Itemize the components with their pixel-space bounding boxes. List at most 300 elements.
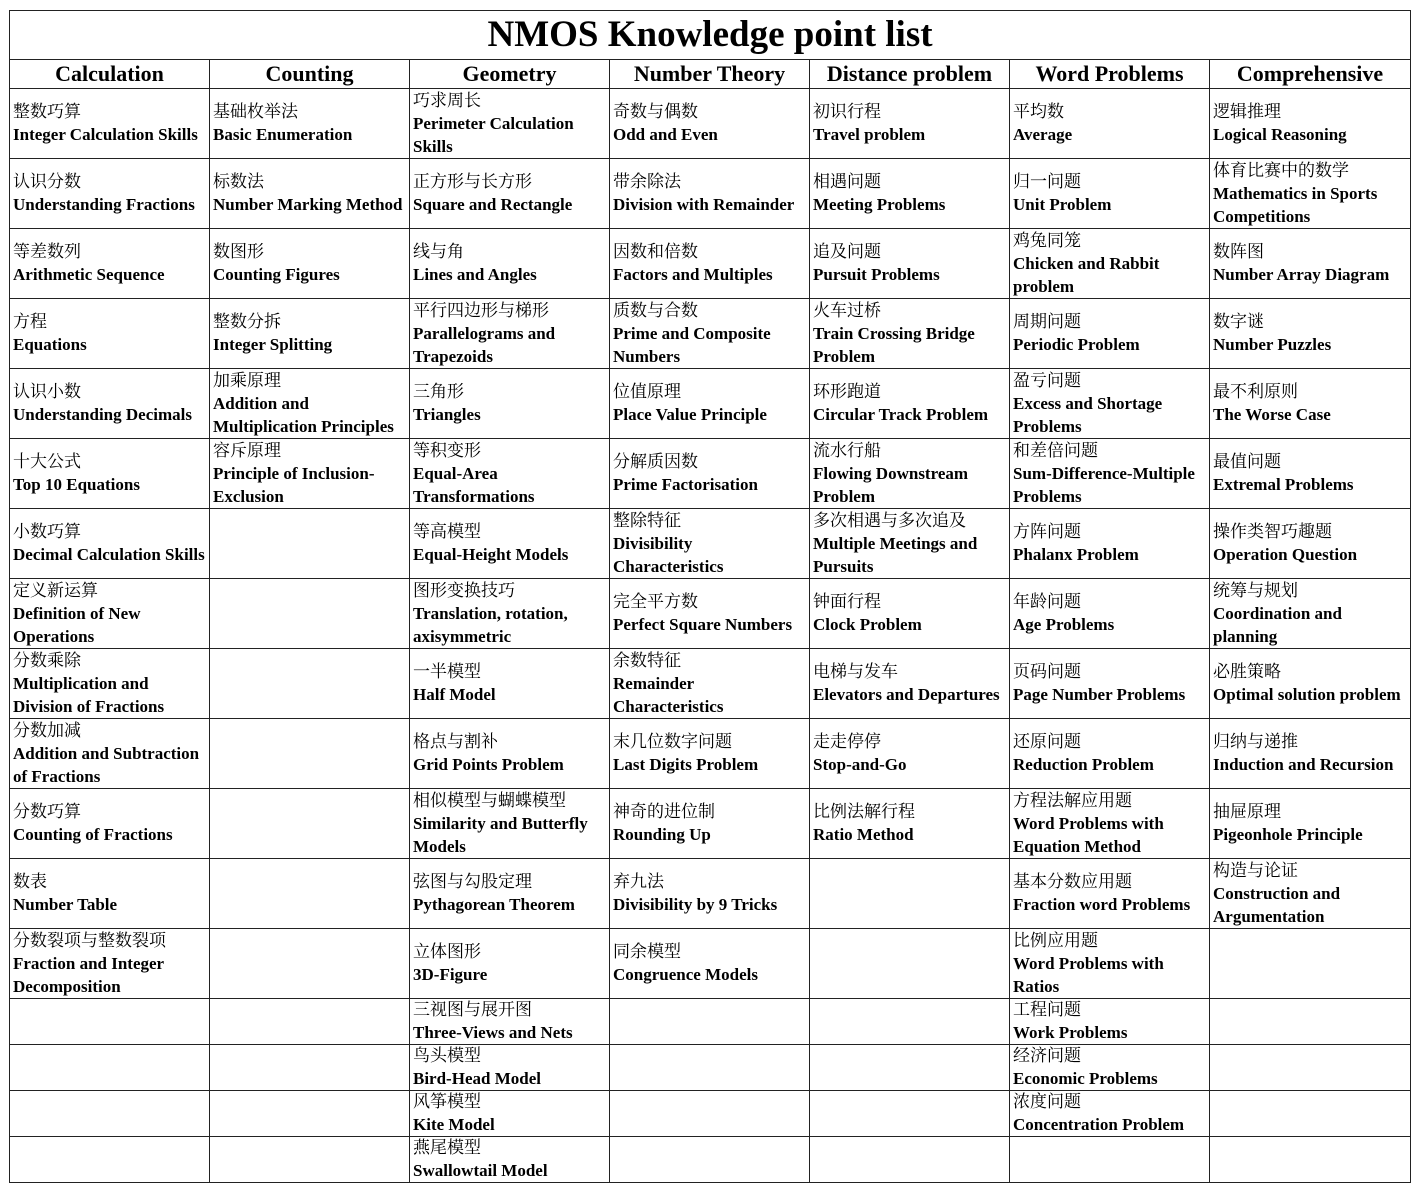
topic-english-label: Integer Calculation Skills — [13, 125, 198, 144]
table-cell-calculation — [10, 789, 210, 859]
table-cell-calculation — [10, 1137, 210, 1183]
table-cell-geometry — [410, 89, 610, 159]
topic-chinese-label: 位值原理 — [613, 382, 681, 402]
topic-chinese-label: 带余除法 — [613, 172, 681, 192]
topic-english-label: Addition and Subtraction of Fractions — [13, 743, 200, 786]
topic-english-label: Congruence Models — [613, 965, 758, 984]
topic-english-label: Similarity and Butterfly Models — [413, 813, 588, 856]
table-cell-word-problems — [1010, 1045, 1210, 1091]
topic-chinese-label: 必胜策略 — [1213, 662, 1281, 682]
column-header-comprehensive: Comprehensive — [1210, 60, 1411, 89]
column-header-word-problems: Word Problems — [1010, 60, 1210, 89]
topic-english-label: Equations — [13, 335, 87, 354]
topic-chinese-label: 等差数列 — [13, 242, 81, 262]
table-cell-comprehensive — [1210, 159, 1411, 229]
table-cell-number-theory — [610, 1045, 810, 1091]
table-cell-counting — [210, 1045, 410, 1091]
topic-chinese-label: 归一问题 — [1013, 172, 1081, 192]
table-row — [10, 719, 1411, 789]
table-cell-calculation — [10, 1091, 210, 1137]
table-row — [10, 789, 1411, 859]
topic-chinese-label: 标数法 — [213, 172, 264, 192]
table-cell-comprehensive — [1210, 89, 1411, 159]
topic-english-label: Optimal solution problem — [1213, 685, 1401, 704]
table-cell-comprehensive — [1210, 649, 1411, 719]
table-cell-word-problems — [1010, 1137, 1210, 1183]
topic-chinese-label: 鸡兔同笼 — [1013, 230, 1081, 251]
topic-english-label: Unit Problem — [1013, 195, 1112, 214]
topic-english-label: Concentration Problem — [1013, 1115, 1185, 1134]
topic-chinese-label: 还原问题 — [1013, 732, 1081, 752]
topic-chinese-label: 十大公式 — [13, 452, 81, 472]
topic-english-label: Triangles — [413, 405, 481, 424]
topic-english-label: Clock Problem — [813, 615, 922, 634]
topic-chinese-label: 逻辑推理 — [1213, 102, 1281, 122]
topic-english-label: Fraction and Integer Decomposition — [13, 953, 164, 996]
table-cell-counting — [210, 649, 410, 719]
table-cell-word-problems — [1010, 929, 1210, 999]
topic-chinese-label: 操作类智巧趣题 — [1213, 522, 1332, 542]
column-header-geometry: Geometry — [410, 60, 610, 89]
topic-english-label: Reduction Problem — [1013, 755, 1154, 774]
table-cell-counting — [210, 159, 410, 229]
topic-english-label: Word Problems with Equation Method — [1013, 813, 1164, 856]
table-cell-comprehensive — [1210, 929, 1411, 999]
table-cell-distance-problem — [810, 229, 1010, 299]
topic-chinese-label: 整数巧算 — [13, 102, 81, 122]
topic-english-label: Definition of New Operations — [13, 603, 141, 646]
topic-english-label: Train Crossing Bridge Problem — [813, 323, 975, 366]
table-cell-number-theory — [610, 649, 810, 719]
table-cell-counting — [210, 579, 410, 649]
topic-english-label: Prime and Composite Numbers — [613, 323, 771, 366]
table-cell-distance-problem — [810, 999, 1010, 1045]
table-cell-distance-problem — [810, 1045, 1010, 1091]
knowledge-sheet — [9, 10, 1410, 1183]
table-cell-number-theory — [610, 579, 810, 649]
topic-chinese-label: 神奇的进位制 — [613, 802, 715, 822]
topic-english-label: Arithmetic Sequence — [13, 265, 165, 284]
table-cell-calculation — [10, 369, 210, 439]
topic-chinese-label: 分解质因数 — [613, 452, 698, 472]
page-title: NMOS Knowledge point list — [10, 11, 1411, 60]
topic-chinese-label: 线与角 — [413, 242, 464, 262]
topic-chinese-label: 页码问题 — [1013, 662, 1081, 682]
topic-english-label: Perimeter Calculation Skills — [413, 113, 574, 156]
table-cell-calculation — [10, 579, 210, 649]
table-cell-calculation — [10, 719, 210, 789]
topic-chinese-label: 三角形 — [413, 382, 464, 402]
topic-chinese-label: 方程 — [13, 312, 47, 332]
topic-chinese-label: 比例法解行程 — [813, 802, 915, 822]
table-row — [10, 89, 1411, 159]
topic-chinese-label: 盈亏问题 — [1013, 370, 1081, 391]
table-cell-number-theory — [610, 929, 810, 999]
table-cell-counting — [210, 999, 410, 1045]
topic-chinese-label: 小数巧算 — [13, 522, 81, 542]
topic-chinese-label: 风筝模型 — [413, 1092, 481, 1112]
topic-english-label: Elevators and Departures — [813, 685, 1000, 704]
topic-chinese-label: 定义新运算 — [13, 580, 98, 601]
topic-english-label: Number Array Diagram — [1213, 265, 1390, 284]
table-cell-counting — [210, 299, 410, 369]
topic-english-label: Counting of Fractions — [13, 825, 173, 844]
topic-english-label: Construction and Argumentation — [1213, 883, 1341, 926]
topic-english-label: Factors and Multiples — [613, 265, 773, 284]
table-cell-geometry — [410, 1045, 610, 1091]
table-cell-number-theory — [610, 89, 810, 159]
table-cell-geometry — [410, 579, 610, 649]
topic-chinese-label: 最值问题 — [1213, 452, 1281, 472]
topic-chinese-label: 数字谜 — [1213, 312, 1264, 332]
table-cell-comprehensive — [1210, 1091, 1411, 1137]
table-cell-word-problems — [1010, 719, 1210, 789]
table-cell-word-problems — [1010, 859, 1210, 929]
topic-english-label: Excess and Shortage Problems — [1013, 393, 1163, 436]
topic-chinese-label: 立体图形 — [413, 942, 481, 962]
topic-english-label: Translation, rotation, axisymmetric — [413, 603, 568, 646]
topic-english-label: Pythagorean Theorem — [413, 895, 575, 914]
topic-chinese-label: 相似模型与蝴蝶模型 — [413, 790, 566, 811]
topic-chinese-label: 年龄问题 — [1013, 592, 1081, 612]
topic-english-label: Page Number Problems — [1013, 685, 1186, 704]
topic-chinese-label: 体育比赛中的数学 — [1213, 160, 1349, 181]
topic-english-label: Phalanx Problem — [1013, 545, 1139, 564]
topic-english-label: Understanding Fractions — [13, 195, 195, 214]
table-row — [10, 1045, 1411, 1091]
knowledge-table — [9, 10, 1411, 1183]
topic-english-label: Operation Question — [1213, 545, 1358, 564]
table-cell-word-problems — [1010, 229, 1210, 299]
topic-english-label: 3D-Figure — [413, 965, 488, 984]
table-cell-distance-problem — [810, 859, 1010, 929]
table-cell-number-theory — [610, 159, 810, 229]
topic-english-label: Flowing Downstream Problem — [813, 463, 969, 506]
topic-english-label: Integer Splitting — [213, 335, 333, 354]
table-cell-comprehensive — [1210, 229, 1411, 299]
table-cell-word-problems — [1010, 89, 1210, 159]
topic-english-label: Grid Points Problem — [413, 755, 564, 774]
topic-chinese-label: 燕尾模型 — [413, 1138, 481, 1158]
table-cell-word-problems — [1010, 1091, 1210, 1137]
topic-english-label: Place Value Principle — [613, 405, 767, 424]
table-cell-counting — [210, 929, 410, 999]
topic-chinese-label: 流水行船 — [813, 440, 881, 461]
topic-chinese-label: 因数和倍数 — [613, 242, 698, 262]
column-header-counting: Counting — [210, 60, 410, 89]
topic-english-label: Number Table — [13, 895, 118, 914]
topic-chinese-label: 电梯与发车 — [813, 662, 898, 682]
topic-chinese-label: 等积变形 — [413, 440, 481, 461]
topic-chinese-label: 初识行程 — [813, 102, 881, 122]
table-cell-distance-problem — [810, 649, 1010, 719]
table-cell-distance-problem — [810, 299, 1010, 369]
table-cell-comprehensive — [1210, 509, 1411, 579]
table-cell-geometry — [410, 1137, 610, 1183]
topic-chinese-label: 弃九法 — [613, 872, 664, 892]
table-cell-word-problems — [1010, 579, 1210, 649]
topic-english-label: Work Problems — [1013, 1023, 1128, 1042]
topic-chinese-label: 鸟头模型 — [413, 1046, 481, 1066]
topic-english-label: Meeting Problems — [813, 195, 946, 214]
table-cell-distance-problem — [810, 439, 1010, 509]
table-cell-distance-problem — [810, 1137, 1010, 1183]
topic-chinese-label: 方阵问题 — [1013, 522, 1081, 542]
table-cell-calculation — [10, 159, 210, 229]
table-row — [10, 159, 1411, 229]
topic-english-label: Age Problems — [1013, 615, 1115, 634]
topic-english-label: Periodic Problem — [1013, 335, 1140, 354]
column-header-distance-problem: Distance problem — [810, 60, 1010, 89]
topic-chinese-label: 末几位数字问题 — [613, 732, 732, 752]
topic-english-label: Sum-Difference-Multiple Problems — [1013, 463, 1195, 506]
table-cell-comprehensive — [1210, 579, 1411, 649]
table-cell-geometry — [410, 299, 610, 369]
topic-chinese-label: 比例应用题 — [1013, 930, 1098, 951]
table-cell-word-problems — [1010, 439, 1210, 509]
topic-chinese-label: 分数巧算 — [13, 802, 81, 822]
topic-english-label: Pursuit Problems — [813, 265, 940, 284]
table-row — [10, 1091, 1411, 1137]
topic-chinese-label: 基本分数应用题 — [1013, 872, 1132, 892]
table-cell-geometry — [410, 439, 610, 509]
table-cell-number-theory — [610, 439, 810, 509]
table-cell-comprehensive — [1210, 299, 1411, 369]
table-cell-calculation — [10, 859, 210, 929]
table-cell-calculation — [10, 929, 210, 999]
table-cell-distance-problem — [810, 719, 1010, 789]
table-row — [10, 579, 1411, 649]
table-cell-counting — [210, 369, 410, 439]
table-cell-comprehensive — [1210, 719, 1411, 789]
table-cell-word-problems — [1010, 649, 1210, 719]
topic-chinese-label: 平行四边形与梯形 — [413, 300, 549, 321]
topic-chinese-label: 等高模型 — [413, 522, 481, 542]
table-row — [10, 299, 1411, 369]
topic-chinese-label: 容斥原理 — [213, 440, 281, 461]
table-cell-geometry — [410, 999, 610, 1045]
table-row — [10, 649, 1411, 719]
table-cell-distance-problem — [810, 159, 1010, 229]
topic-english-label: Divisibility by 9 Tricks — [613, 895, 778, 914]
topic-english-label: Top 10 Equations — [13, 475, 140, 494]
table-cell-geometry — [410, 369, 610, 439]
table-row — [10, 439, 1411, 509]
table-cell-distance-problem — [810, 509, 1010, 579]
table-cell-calculation — [10, 1045, 210, 1091]
topic-chinese-label: 同余模型 — [613, 942, 681, 962]
table-cell-calculation — [10, 439, 210, 509]
table-cell-geometry — [410, 509, 610, 579]
table-cell-number-theory — [610, 1137, 810, 1183]
topic-chinese-label: 抽屉原理 — [1213, 802, 1281, 822]
topic-chinese-label: 认识分数 — [13, 172, 81, 192]
topic-english-label: Bird-Head Model — [413, 1069, 541, 1088]
topic-chinese-label: 平均数 — [1013, 102, 1064, 122]
topic-english-label: Lines and Angles — [413, 265, 537, 284]
topic-chinese-label: 一半模型 — [413, 662, 481, 682]
table-cell-counting — [210, 789, 410, 859]
column-header-number-theory: Number Theory — [610, 60, 810, 89]
topic-chinese-label: 整除特征 — [613, 510, 681, 531]
topic-english-label: Counting Figures — [213, 265, 340, 284]
topic-english-label: The Worse Case — [1213, 405, 1331, 424]
topic-chinese-label: 加乘原理 — [213, 370, 281, 391]
table-cell-geometry — [410, 159, 610, 229]
table-cell-distance-problem — [810, 789, 1010, 859]
topic-english-label: Ratio Method — [813, 825, 914, 844]
table-cell-counting — [210, 1091, 410, 1137]
table-cell-counting — [210, 439, 410, 509]
topic-english-label: Divisibility Characteristics — [613, 533, 724, 576]
topic-english-label: Economic Problems — [1013, 1069, 1158, 1088]
table-row — [10, 369, 1411, 439]
table-cell-calculation — [10, 299, 210, 369]
table-cell-number-theory — [610, 229, 810, 299]
topic-chinese-label: 奇数与偶数 — [613, 102, 698, 122]
topic-english-label: Multiple Meetings and Pursuits — [813, 533, 978, 576]
table-cell-calculation — [10, 229, 210, 299]
topic-chinese-label: 周期问题 — [1013, 312, 1081, 332]
table-cell-comprehensive — [1210, 999, 1411, 1045]
topic-english-label: Basic Enumeration — [213, 125, 353, 144]
topic-english-label: Induction and Recursion — [1213, 755, 1394, 774]
table-row — [10, 929, 1411, 999]
topic-english-label: Coordination and planning — [1213, 603, 1342, 646]
table-cell-word-problems — [1010, 509, 1210, 579]
column-header-calculation: Calculation — [10, 60, 210, 89]
table-cell-distance-problem — [810, 1091, 1010, 1137]
topic-english-label: Travel problem — [813, 125, 926, 144]
table-cell-number-theory — [610, 859, 810, 929]
topic-chinese-label: 整数分拆 — [213, 312, 281, 332]
topic-english-label: Number Marking Method — [213, 195, 403, 214]
topic-chinese-label: 分数乘除 — [13, 650, 81, 671]
topic-english-label: Fraction word Problems — [1013, 895, 1191, 914]
table-cell-word-problems — [1010, 159, 1210, 229]
topic-chinese-label: 方程法解应用题 — [1013, 790, 1132, 811]
topic-chinese-label: 最不利原则 — [1213, 382, 1298, 402]
topic-english-label: Prime Factorisation — [613, 475, 758, 494]
table-cell-calculation — [10, 649, 210, 719]
topic-chinese-label: 和差倍问题 — [1013, 440, 1098, 461]
table-row — [10, 1137, 1411, 1183]
table-cell-word-problems — [1010, 999, 1210, 1045]
table-cell-word-problems — [1010, 789, 1210, 859]
topic-english-label: Multiplication and Division of Fractions — [13, 673, 165, 716]
topic-english-label: Chicken and Rabbit problem — [1013, 253, 1160, 296]
topic-chinese-label: 钟面行程 — [813, 592, 881, 612]
table-row — [10, 229, 1411, 299]
topic-english-label: Mathematics in Sports Competitions — [1213, 183, 1378, 226]
topic-chinese-label: 构造与论证 — [1213, 860, 1298, 881]
table-row — [10, 509, 1411, 579]
topic-english-label: Word Problems with Ratios — [1013, 953, 1164, 996]
table-cell-comprehensive — [1210, 1045, 1411, 1091]
topic-english-label: Principle of Inclusion-Exclusion — [213, 463, 375, 506]
table-row — [10, 859, 1411, 929]
topic-chinese-label: 认识小数 — [13, 382, 81, 402]
topic-english-label: Last Digits Problem — [613, 755, 759, 774]
topic-english-label: Kite Model — [413, 1115, 495, 1134]
table-cell-distance-problem — [810, 369, 1010, 439]
table-cell-number-theory — [610, 369, 810, 439]
topic-english-label: Decimal Calculation Skills — [13, 545, 205, 564]
topic-chinese-label: 数阵图 — [1213, 242, 1264, 262]
topic-chinese-label: 追及问题 — [813, 242, 881, 262]
table-cell-number-theory — [610, 789, 810, 859]
topic-english-label: Stop-and-Go — [813, 755, 907, 774]
topic-chinese-label: 数表 — [13, 872, 47, 892]
topic-chinese-label: 工程问题 — [1013, 1000, 1081, 1020]
topic-english-label: Addition and Multiplication Principles — [213, 393, 394, 436]
topic-chinese-label: 走走停停 — [813, 732, 881, 752]
table-cell-comprehensive — [1210, 859, 1411, 929]
topic-english-label: Rounding Up — [613, 825, 711, 844]
table-cell-calculation — [10, 999, 210, 1045]
topic-chinese-label: 环形跑道 — [813, 382, 881, 402]
topic-chinese-label: 巧求周长 — [413, 90, 481, 111]
topic-english-label: Perfect Square Numbers — [613, 615, 793, 634]
table-cell-geometry — [410, 229, 610, 299]
table-cell-counting — [210, 229, 410, 299]
topic-chinese-label: 基础枚举法 — [213, 102, 298, 122]
topic-chinese-label: 多次相遇与多次追及 — [813, 510, 966, 531]
table-cell-geometry — [410, 929, 610, 999]
topic-english-label: Half Model — [413, 685, 496, 704]
topic-english-label: Number Puzzles — [1213, 335, 1332, 354]
topic-chinese-label: 浓度问题 — [1013, 1092, 1081, 1112]
topic-english-label: Parallelograms and Trapezoids — [413, 323, 556, 366]
topic-english-label: Odd and Even — [613, 125, 718, 144]
topic-english-label: Three-Views and Nets — [413, 1023, 573, 1042]
table-cell-calculation — [10, 89, 210, 159]
topic-english-label: Pigeonhole Principle — [1213, 825, 1363, 844]
topic-chinese-label: 数图形 — [213, 242, 264, 262]
topic-english-label: Extremal Problems — [1213, 475, 1354, 494]
topic-english-label: Equal-Area Transformations — [413, 463, 535, 506]
table-cell-number-theory — [610, 1091, 810, 1137]
table-cell-counting — [210, 1137, 410, 1183]
table-cell-counting — [210, 89, 410, 159]
table-cell-comprehensive — [1210, 439, 1411, 509]
table-cell-geometry — [410, 649, 610, 719]
table-cell-number-theory — [610, 719, 810, 789]
topic-chinese-label: 经济问题 — [1013, 1046, 1081, 1066]
header-row — [10, 60, 1411, 89]
topic-chinese-label: 图形变换技巧 — [413, 580, 515, 601]
table-cell-distance-problem — [810, 579, 1010, 649]
topic-english-label: Logical Reasoning — [1213, 125, 1347, 144]
table-cell-number-theory — [610, 999, 810, 1045]
topic-chinese-label: 分数裂项与整数裂项 — [13, 930, 166, 951]
topic-english-label: Average — [1013, 125, 1073, 144]
table-row — [10, 999, 1411, 1045]
topic-chinese-label: 相遇问题 — [813, 172, 881, 192]
table-body — [10, 89, 1411, 1183]
topic-chinese-label: 余数特征 — [613, 650, 681, 671]
topic-chinese-label: 弦图与勾股定理 — [413, 872, 532, 892]
table-cell-comprehensive — [1210, 369, 1411, 439]
table-cell-distance-problem — [810, 929, 1010, 999]
table-cell-calculation — [10, 509, 210, 579]
table-cell-geometry — [410, 789, 610, 859]
table-cell-word-problems — [1010, 299, 1210, 369]
table-cell-geometry — [410, 719, 610, 789]
topic-english-label: Division with Remainder — [613, 195, 795, 214]
table-cell-counting — [210, 509, 410, 579]
topic-chinese-label: 正方形与长方形 — [413, 172, 532, 192]
